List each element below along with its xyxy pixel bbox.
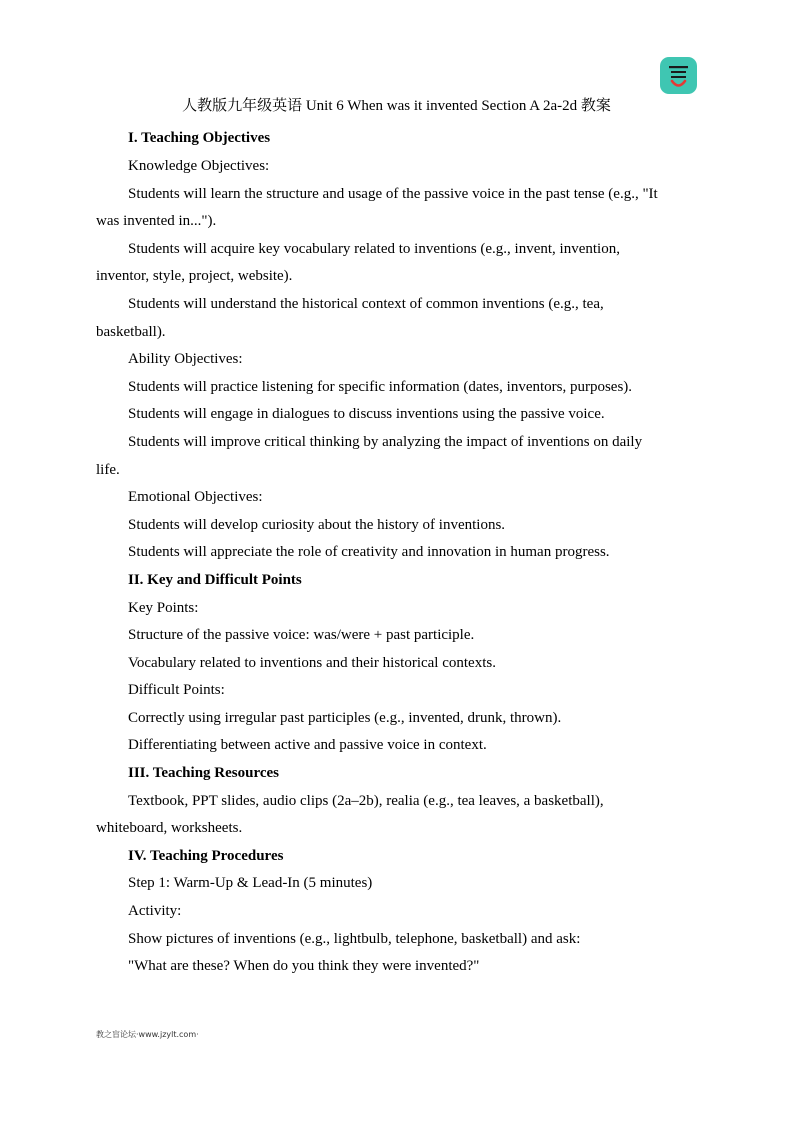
page-title: 人教版九年级英语 Unit 6 When was it invented Section A 2a-2d 教案 bbox=[182, 98, 611, 114]
paragraph-line: "What are these? When do you think they were invented?" bbox=[128, 958, 480, 974]
subheading-emotional: Emotional Objectives: bbox=[128, 489, 263, 505]
paragraph-line: Students will practice listening for specific information (dates, inventors, purposes). bbox=[128, 379, 633, 395]
paragraph-line: Students will understand the historical context of common inventions (e.g., tea, bbox=[128, 296, 604, 312]
paragraph-line: Activity: bbox=[128, 903, 182, 919]
paragraph-line: Textbook, PPT slides, audio clips (2a–2b), realia (e.g., tea leaves, a basketball), bbox=[128, 793, 604, 809]
paragraph-line: Students will improve critical thinking by analyzing the impact of inventions on daily bbox=[128, 434, 643, 450]
paragraph-line: Structure of the passive voice: was/were + past participle. bbox=[128, 627, 475, 643]
paragraph-line: Show pictures of inventions (e.g., lightbulb, telephone, basketball) and ask: bbox=[128, 931, 581, 947]
subheading-knowledge: Knowledge Objectives: bbox=[128, 158, 270, 174]
subheading-difficult: Difficult Points: bbox=[128, 682, 225, 698]
paragraph-line: Correctly using irregular past participles (e.g., invented, drunk, thrown). bbox=[128, 710, 562, 726]
section-heading-procedures: IV. Teaching Procedures bbox=[128, 848, 284, 864]
paragraph-line: Vocabulary related to inventions and their historical contexts. bbox=[128, 655, 496, 671]
page-footer: 教之盲论坛·www.jzylt.com· bbox=[96, 1030, 199, 1039]
paragraph-line: Differentiating between active and passive voice in context. bbox=[128, 737, 487, 753]
subheading-key: Key Points: bbox=[128, 600, 199, 616]
paragraph-line: was invented in..."). bbox=[96, 213, 217, 229]
paragraph-line: Students will learn the structure and usage of the passive voice in the past tense (e.g., "It bbox=[128, 186, 658, 202]
paragraph-line: whiteboard, worksheets. bbox=[96, 820, 243, 836]
section-heading-resources: III. Teaching Resources bbox=[128, 765, 279, 781]
doc-logo-icon bbox=[660, 57, 697, 94]
paragraph-line: basketball). bbox=[96, 324, 166, 340]
paragraph-line: life. bbox=[96, 462, 120, 478]
paragraph-line: Students will acquire key vocabulary related to inventions (e.g., invent, invention, bbox=[128, 241, 620, 257]
paragraph-line: Students will engage in dialogues to discuss inventions using the passive voice. bbox=[128, 406, 605, 422]
paragraph-line: Students will appreciate the role of creativity and innovation in human progress. bbox=[128, 544, 610, 560]
section-heading-objectives: I. Teaching Objectives bbox=[128, 130, 271, 146]
paragraph-line: Students will develop curiosity about the history of inventions. bbox=[128, 517, 506, 533]
paragraph-line: inventor, style, project, website). bbox=[96, 268, 293, 284]
subheading-ability: Ability Objectives: bbox=[128, 351, 243, 367]
section-heading-points: II. Key and Difficult Points bbox=[128, 572, 302, 588]
paragraph-line: Step 1: Warm-Up & Lead-In (5 minutes) bbox=[128, 875, 373, 891]
